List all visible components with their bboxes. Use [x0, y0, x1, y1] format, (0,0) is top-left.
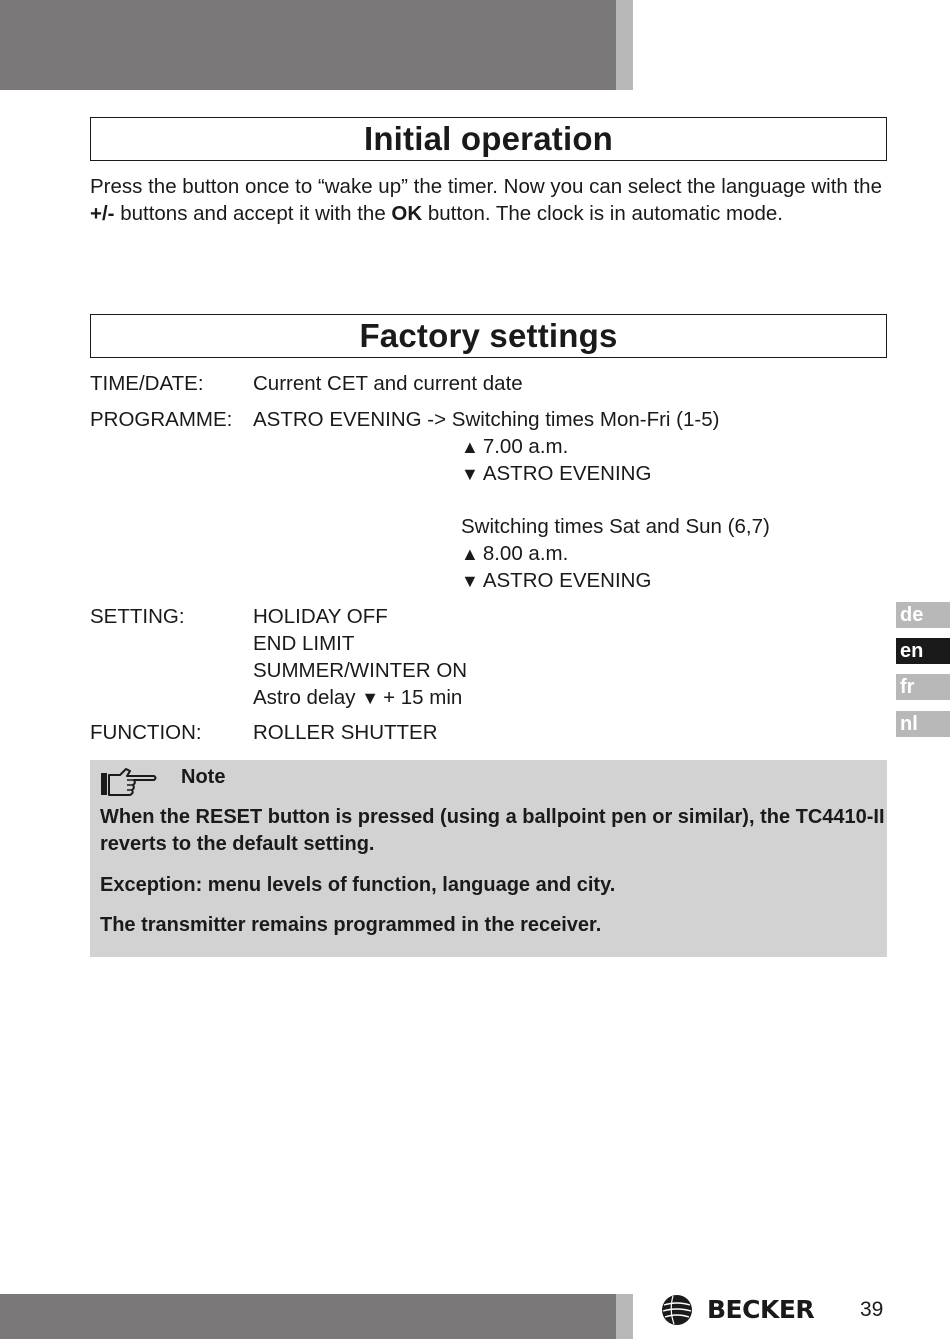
down-arrow-icon: ▼: [461, 571, 479, 591]
intro-text-3: button. The clock is in automatic mode.: [422, 202, 784, 225]
initial-operation-title: Initial operation: [363, 120, 614, 157]
down-arrow-icon: ▼: [461, 464, 479, 484]
programme-label: PROGRAMME:: [90, 408, 233, 431]
setting-label: SETTING:: [90, 605, 185, 628]
intro-ok: OK: [391, 202, 423, 225]
weekend-up-text: 8.00 a.m.: [482, 542, 569, 565]
weekend-down-text: ASTRO EVENING: [482, 569, 652, 592]
lang-tab-nl[interactable]: nl: [896, 711, 950, 737]
note-reset-paragraph: [100, 804, 885, 858]
intro-plus-minus: +/-: [90, 202, 115, 225]
lang-tab-en[interactable]: en: [896, 638, 950, 664]
time-date-label: TIME/DATE:: [90, 372, 204, 395]
header-bar: [0, 0, 616, 90]
intro-text-1: Press the button once to “wake up” the timer. Now you can select the language with the: [90, 175, 882, 198]
pointing-hand-icon: [100, 766, 158, 800]
setting-holiday: HOLIDAY OFF: [253, 605, 388, 628]
becker-logo: [660, 1293, 815, 1329]
weekday-down-time: [461, 460, 651, 488]
lang-tab-fr[interactable]: fr: [896, 674, 950, 700]
lang-tab-de[interactable]: de: [896, 602, 950, 628]
setting-end-limit: END LIMIT: [253, 632, 355, 655]
intro-text-2: buttons and accept it with the: [114, 202, 392, 225]
up-arrow-icon: ▲: [461, 437, 479, 457]
weekend-up-time: [461, 540, 568, 568]
page-number: 39: [860, 1298, 884, 1321]
up-arrow-icon: ▲: [461, 544, 479, 564]
weekday-down-text: ASTRO EVENING: [482, 462, 652, 485]
function-value: ROLLER SHUTTER: [253, 721, 438, 744]
note-transmitter-paragraph: The transmitter remains programmed in the receiver.: [100, 914, 602, 936]
initial-operation-text: [90, 173, 890, 227]
brand-name: BECKER: [707, 1295, 815, 1324]
setting-summer-winter: SUMMER/WINTER ON: [253, 659, 468, 682]
note-p1-c: button is pressed (using a ballpoint pen or similar), the TC4410-II reverts to the default setting.: [100, 806, 885, 855]
note-exception-paragraph: Exception: menu levels of function, language and city.: [100, 874, 616, 896]
becker-globe-icon: [660, 1293, 694, 1327]
note-reset-word: RESET: [195, 806, 263, 828]
weekday-up-time: [461, 433, 568, 461]
factory-settings-title: Factory settings: [359, 317, 618, 354]
note-box: [90, 760, 887, 957]
weekend-down-time: [461, 567, 651, 595]
note-p1-a: When the: [100, 806, 196, 828]
weekend-title: Switching times Sat and Sun (6,7): [461, 515, 770, 538]
programme-value: ASTRO EVENING -> Switching times Mon-Fri (1-5): [253, 408, 720, 431]
astro-delay-text: Astro delay: [253, 686, 356, 709]
footer-bar-strip: [616, 1294, 633, 1339]
weekday-up-text: 7.00 a.m.: [482, 435, 569, 458]
note-title: Note: [181, 766, 226, 788]
factory-settings-heading: [90, 314, 887, 358]
initial-operation-heading: [90, 117, 887, 161]
down-arrow-icon: ▼: [361, 688, 380, 708]
function-label: FUNCTION:: [90, 721, 202, 744]
header-bar-strip: [616, 0, 633, 90]
footer-bar: [0, 1294, 616, 1339]
setting-astro-delay: [253, 684, 462, 712]
astro-delay-value: + 15 min: [383, 686, 463, 709]
time-date-value: Current CET and current date: [253, 372, 523, 395]
